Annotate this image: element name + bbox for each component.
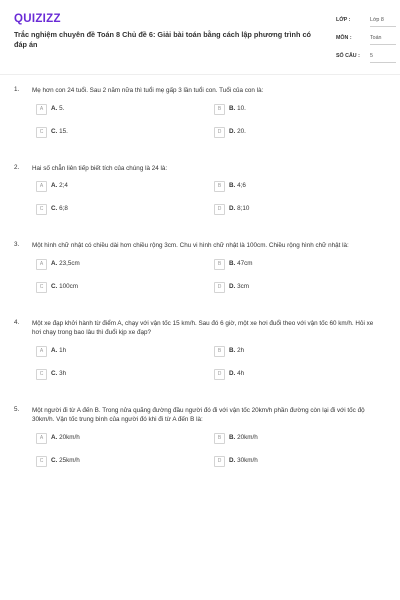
- option-text: [51, 370, 66, 377]
- question-list: [0, 86, 400, 493]
- option-letter-box: D: [214, 127, 225, 138]
- option-text: [229, 128, 246, 135]
- option-key: B.: [229, 259, 236, 267]
- meta-value: Toán: [370, 35, 396, 45]
- option-text: [51, 128, 68, 135]
- option-value: 47cm: [237, 259, 253, 267]
- option-b[interactable]: [214, 433, 384, 445]
- option-value: 2;4: [59, 182, 68, 189]
- option-letter-box: C: [36, 282, 47, 293]
- option-d[interactable]: [214, 456, 384, 468]
- option-text: [229, 205, 249, 212]
- header-divider: [0, 74, 400, 75]
- option-letter-box: C: [36, 127, 47, 138]
- option-key: B.: [229, 346, 236, 354]
- option-value: 6;8: [59, 205, 68, 212]
- question-1: [14, 86, 386, 150]
- option-value: 20.: [237, 127, 246, 135]
- option-value: 1h: [59, 346, 67, 354]
- option-text: [51, 105, 64, 112]
- worksheet-meta: [336, 15, 396, 69]
- option-text: [229, 457, 258, 464]
- option-b[interactable]: [214, 259, 384, 271]
- option-letter-box: B: [214, 181, 225, 192]
- option-letter-box: D: [214, 456, 225, 467]
- option-text: [229, 260, 252, 267]
- option-b[interactable]: [214, 346, 384, 358]
- worksheet-header: [14, 13, 386, 73]
- option-value: 3cm: [237, 282, 249, 290]
- option-value: 20km/h: [237, 433, 258, 441]
- option-text: [229, 434, 258, 441]
- option-text: [51, 205, 68, 212]
- answer-options: [36, 259, 382, 305]
- option-letter-box: B: [214, 433, 225, 444]
- option-text: [229, 347, 244, 354]
- option-c[interactable]: [36, 369, 206, 381]
- option-d[interactable]: [214, 369, 384, 381]
- option-row: [36, 433, 382, 456]
- option-row: [36, 282, 382, 305]
- option-key: C.: [51, 127, 58, 135]
- option-key: B.: [229, 104, 236, 112]
- meta-value: 5: [370, 53, 396, 63]
- question-text: Một xe đạp khởi hành từ điểm A, chạy với vận tốc 15 km/h. Sau đó 6 giờ, một xe hơi đuổi theo với vận tốc 60 km/h. Hỏi xe hơi chạy trong bao lâu thì đuổi kịp xe đạp?: [32, 319, 374, 336]
- option-letter-box: A: [36, 181, 47, 192]
- option-key: A.: [51, 346, 58, 354]
- option-text: [51, 260, 80, 267]
- option-c[interactable]: [36, 127, 206, 139]
- option-b[interactable]: [214, 181, 384, 193]
- option-key: B.: [229, 182, 236, 189]
- option-key: A.: [51, 433, 58, 441]
- option-key: D.: [229, 369, 236, 377]
- option-letter-box: D: [214, 204, 225, 215]
- question-text: Một hình chữ nhật có chiều dài hơn chiều rộng 3cm. Chu vi hình chữ nhật là 100cm. Chiều rộng hình chữ nhật là:: [32, 242, 349, 249]
- option-text: [51, 182, 68, 189]
- option-c[interactable]: [36, 456, 206, 468]
- answer-options: [36, 433, 382, 479]
- meta-label: LỚP :: [336, 17, 351, 23]
- question-2: [14, 164, 386, 228]
- option-key: D.: [229, 456, 236, 464]
- option-key: C.: [51, 205, 58, 212]
- option-d[interactable]: [214, 204, 384, 216]
- option-a[interactable]: [36, 346, 206, 358]
- option-text: [51, 457, 80, 464]
- option-letter-box: C: [36, 204, 47, 215]
- worksheet-title: Trắc nghiệm chuyên đề Toán 8 Chủ đề 6: Giải bài toán bằng cách lập phương trình có đáp án: [14, 30, 311, 49]
- option-a[interactable]: [36, 259, 206, 271]
- option-c[interactable]: [36, 282, 206, 294]
- option-row: [36, 369, 382, 392]
- option-value: 10.: [237, 104, 246, 112]
- option-letter-box: D: [214, 282, 225, 293]
- option-letter-box: A: [36, 259, 47, 270]
- meta-row-subject: [336, 33, 396, 51]
- option-a[interactable]: [36, 433, 206, 445]
- option-key: A.: [51, 259, 58, 267]
- option-value: 20km/h: [59, 433, 80, 441]
- meta-value: Lớp 8: [370, 17, 396, 27]
- option-key: C.: [51, 456, 58, 464]
- option-value: 8;10: [237, 205, 250, 212]
- option-row: [36, 346, 382, 369]
- question-number: 2.: [14, 163, 20, 171]
- meta-row-grade: [336, 15, 396, 33]
- option-letter-box: B: [214, 104, 225, 115]
- quizizz-logo: QUIZIZZ: [14, 13, 61, 25]
- option-letter-box: A: [36, 104, 47, 115]
- option-value: 5.: [59, 104, 65, 112]
- question-5: [14, 406, 386, 479]
- option-value: 100cm: [59, 282, 78, 290]
- option-text: [229, 105, 246, 112]
- option-key: D.: [229, 127, 236, 135]
- option-letter-box: B: [214, 259, 225, 270]
- option-letter-box: C: [36, 369, 47, 380]
- meta-row-question-count: [336, 51, 396, 69]
- option-text: [229, 283, 249, 290]
- option-value: 4;6: [237, 182, 246, 189]
- option-value: 23,5cm: [59, 259, 80, 267]
- answer-options: [36, 346, 382, 392]
- option-d[interactable]: [214, 127, 384, 139]
- option-b[interactable]: [214, 104, 384, 116]
- option-key: D.: [229, 205, 236, 212]
- question-text: Mẹ hơn con 24 tuổi. Sau 2 năm nữa thì tuổi mẹ gấp 3 lần tuổi con. Tuổi của con là:: [32, 87, 264, 94]
- question-number: 5.: [14, 405, 20, 413]
- meta-label: MÔN :: [336, 35, 352, 41]
- question-number: 1.: [14, 86, 20, 93]
- option-a[interactable]: [36, 181, 206, 193]
- option-value: 3h: [59, 369, 67, 377]
- option-row: [36, 259, 382, 282]
- question-text: Hai số chẵn liên tiếp biết tích của chúng là 24 là:: [32, 164, 168, 172]
- option-d[interactable]: [214, 282, 384, 294]
- option-row: [36, 104, 382, 127]
- option-letter-box: B: [214, 346, 225, 357]
- option-key: A.: [51, 182, 58, 189]
- meta-label: SỐ CÂU :: [336, 53, 360, 59]
- option-text: [51, 434, 80, 441]
- answer-options: [36, 104, 382, 150]
- question-4: [14, 319, 386, 392]
- question-number: 3.: [14, 241, 20, 248]
- option-letter-box: C: [36, 456, 47, 467]
- option-a[interactable]: [36, 104, 206, 116]
- option-row: [36, 181, 382, 204]
- option-text: [51, 283, 78, 290]
- option-letter-box: A: [36, 346, 47, 357]
- option-value: 15.: [59, 127, 68, 135]
- question-3: [14, 241, 386, 305]
- option-row: [36, 204, 382, 227]
- option-letter-box: A: [36, 433, 47, 444]
- option-key: A.: [51, 104, 58, 112]
- question-text: Một người đi từ A đến B. Trong nửa quãng đường đầu người đó đi với vận tốc 20km/h phần đường còn lại đi với tốc độ 30km/h. Vận tốc trung bình của người đó khi đi từ A đến B là:: [32, 406, 365, 423]
- option-text: [51, 347, 66, 354]
- option-c[interactable]: [36, 204, 206, 216]
- option-text: [229, 182, 246, 189]
- question-number: 4.: [14, 318, 20, 326]
- option-key: B.: [229, 433, 236, 441]
- option-row: [36, 456, 382, 479]
- option-value: 25km/h: [59, 456, 80, 464]
- option-key: C.: [51, 282, 58, 290]
- option-letter-box: D: [214, 369, 225, 380]
- option-key: C.: [51, 369, 58, 377]
- option-text: [229, 370, 244, 377]
- option-key: D.: [229, 282, 236, 290]
- option-value: 2h: [237, 346, 245, 354]
- answer-options: [36, 181, 382, 227]
- option-value: 4h: [237, 369, 245, 377]
- option-row: [36, 127, 382, 150]
- option-value: 30km/h: [237, 456, 258, 464]
